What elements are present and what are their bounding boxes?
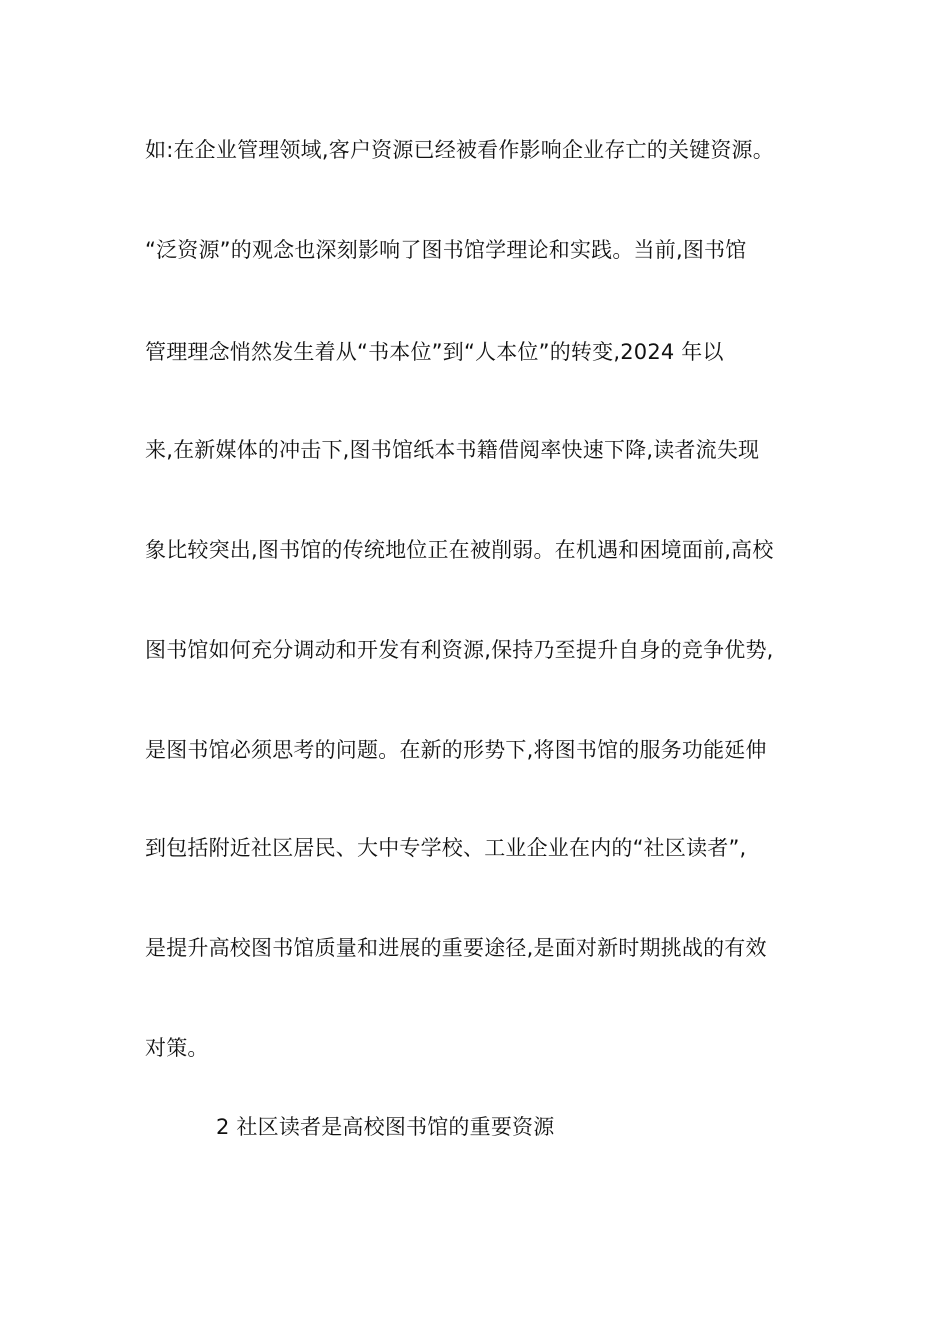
paragraph-line-9: 是提升高校图书馆质量和进展的重要途径,是面对新时期挑战的有效 bbox=[145, 936, 767, 960]
paragraph-line-5: 象比较突出,图书馆的传统地位正在被削弱。在机遇和困境面前,高校 bbox=[145, 538, 774, 562]
paragraph-line-6: 图书馆如何充分调动和开发有利资源,保持乃至提升自身的竞争优势, bbox=[145, 638, 774, 662]
paragraph-line-1: 如:在企业管理领域,客户资源已经被看作影响企业存亡的关键资源。 bbox=[145, 138, 774, 162]
paragraph-line-3: 管理理念悄然发生着从“书本位”到“人本位”的转变,2024 年以 bbox=[145, 340, 724, 364]
paragraph-line-8: 到包括附近社区居民、大中专学校、工业企业在内的“社区读者”, bbox=[145, 836, 747, 860]
section-heading: 2 社区读者是高校图书馆的重要资源 bbox=[216, 1115, 555, 1139]
paragraph-line-2: “泛资源”的观念也深刻影响了图书馆学理论和实践。当前,图书馆 bbox=[145, 238, 747, 262]
paragraph-line-4: 来,在新媒体的冲击下,图书馆纸本书籍借阅率快速下降,读者流失现 bbox=[145, 438, 760, 462]
paragraph-line-10: 对策。 bbox=[145, 1036, 209, 1060]
paragraph-line-7: 是图书馆必须思考的问题。在新的形势下,将图书馆的服务功能延伸 bbox=[145, 738, 767, 762]
